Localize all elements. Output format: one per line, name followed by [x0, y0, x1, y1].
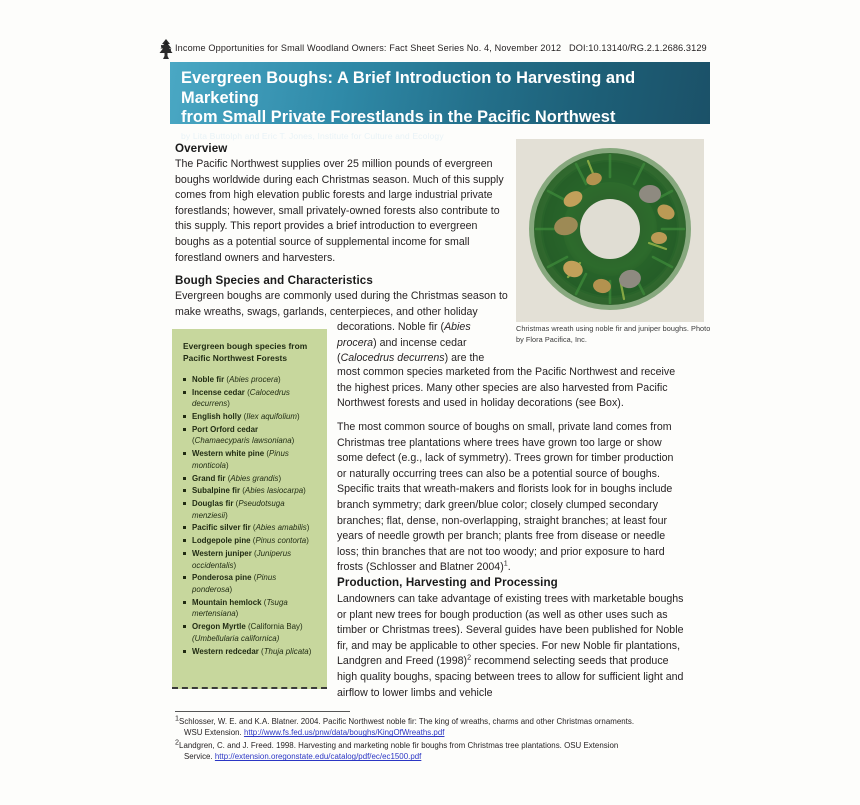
production-text-post: recommend selecting seeds that produce high quality boughs, spacing between trees to allow for sufficient light and airflow to lower limbs and vehicle: [337, 655, 684, 699]
footnote-entry: [175, 737, 845, 763]
species-common-name: English holly: [192, 411, 242, 421]
footnote-ref-1: 1: [503, 558, 508, 568]
species-common-name: Mountain hemlock: [192, 597, 262, 607]
footnote-entry: [175, 713, 845, 739]
species-list-item: Western white pine (Pinus monticola): [183, 448, 318, 471]
species-scientific-name: Pinus ponderosa: [192, 573, 277, 594]
species-common-name: Subalpine fir: [192, 486, 241, 496]
wreath-illustration: [516, 139, 704, 322]
species-list-item: Grand fir (Abies grandis): [183, 473, 318, 485]
species-common-name: Lodgepole pine: [192, 536, 251, 546]
species-scientific-name: Abies procera: [229, 374, 279, 384]
bough-species-heading: Bough Species and Characteristics: [175, 274, 373, 287]
species-list-item: Noble fir (Abies procera): [183, 374, 318, 386]
species-list-item: Douglas fir (Pseudotsuga menziesii): [183, 498, 318, 521]
author-byline: by Lita Buttolph and Eric T. Jones, Institute for Culture and Ecology: [181, 130, 444, 141]
title-banner: [170, 62, 710, 141]
footnote-citation: Landgren, C. and J. Freed. 1998. Harvesting and marketing noble fir boughs from Christmas tree plantations. OSU Extension: [179, 740, 619, 750]
production-text-pre: Landowners can take advantage of existing trees with marketable boughs or plant new trees for bough production (as well as other uses such as timber or Christmas trees). Several guides have been published for Noble fir, and may be applicable to other species. For new Noble fir plantations, Landgren and Freed (1998): [337, 593, 684, 668]
footnote-ref-2: 2: [467, 652, 472, 662]
species-common-name: Grand fir: [192, 473, 226, 483]
footnote-source: WSU Extension.: [184, 728, 244, 738]
series-line: Income Opportunities for Small Woodland Owners: Fact Sheet Series No. 4, November 2012: [175, 43, 562, 53]
production-section: [337, 576, 685, 591]
species-scientific-name: Ilex aquifolium: [246, 411, 297, 421]
title-line-2: from Small Private Forestlands in the Pacific Northwest: [181, 108, 616, 126]
footnote-second-line: [175, 751, 845, 762]
species-scientific-name: Juniperus occidentalis: [192, 549, 292, 570]
footnote-citation: Schlosser, W. E. and K.A. Blatner. 2004. Pacific Northwest noble fir: The king of wreaths, charms and other Christmas ornaments.: [179, 717, 635, 726]
species-common-name: Incense cedar: [192, 387, 245, 397]
species-list-item: Incense cedar (Calocedrus decurrens): [183, 387, 318, 410]
conifer-tree-icon: [157, 38, 175, 60]
species-list-item: Port Orford cedar (Chamaecyparis lawsoniana): [183, 424, 318, 447]
species-common-name: Port Orford cedar: [192, 424, 259, 434]
species-scientific-name: Pseudotsuga menziesii: [192, 499, 285, 520]
overview-text: The Pacific Northwest supplies over 25 million pounds of evergreen boughs worldwide during each Christmas season. Much of this supply comes from high elevation public forests and large industrial private forestlands; however, small privately-owned forests also contribute to this supply. This report provides a brief introduction to evergreen boughs as a potential source of supplemental income for small forestland owners and harvesters.: [175, 158, 504, 264]
bough-source-text: The most common source of boughs on small, private land comes from Christmas tree plantations where trees have grown too large or show some defect (e.g., lack of symmetry). Trees grown for timber production or naturally occurring trees can also be a potential source of boughs. Specific traits that wreath-makers and florists look for in boughs include branch symmetry; dark green/blue color; closely clumped secondary branches; flat, dense, non-overlapping, straight branches; at least four years of needle growth per branch; plants free from disease or needle loss; thin branches that are not too woody; and prior exposure to hard frosts (Schlosser and Blatner 2004): [337, 421, 674, 574]
overview-section: [175, 142, 507, 266]
species-list: [183, 374, 318, 657]
species-scientific-name: Abies grandis: [230, 473, 279, 483]
species-list-item: Western juniper (Juniperus occidentalis): [183, 548, 318, 571]
species-list-item: [183, 621, 318, 644]
doi-identifier: DOI:10.13140/RG.2.1.2686.3129: [569, 43, 707, 53]
document-header: [157, 41, 849, 61]
footnote-source: Service.: [184, 752, 215, 762]
species-scientific-name: Pinus monticola: [192, 449, 289, 470]
page-title: [181, 69, 710, 128]
footnote-marker: 1: [175, 713, 180, 723]
species-scientific-name: Pinus contorta: [255, 536, 307, 546]
species-continued-paragraph: most common species marketed from the Pacific Northwest and receive the highest prices. Many other species are also harvested from Pacific Northwest forests and used in holiday decorations (see Box).: [337, 366, 676, 410]
species-sidebar-box: [172, 329, 327, 689]
species-scientific-name: Chamaecyparis lawsoniana: [194, 436, 292, 446]
species-list-item: Pacific silver fir (Abies amabilis): [183, 522, 318, 534]
species-common-name: Oregon Myrtle: [192, 622, 246, 632]
species-list-item: Western redcedar (Thuja plicata): [183, 646, 318, 658]
species-scientific-name: Tsuga mertensiana: [192, 597, 288, 619]
footnote-link[interactable]: http://www.fs.fed.us/pnw/data/boughs/KingOfWreaths.pdf: [243, 728, 445, 738]
species-scientific-name: Abies lasiocarpa: [244, 486, 304, 496]
production-paragraph: [337, 592, 685, 701]
footnote-separator: [175, 711, 350, 712]
photo-caption: Christmas wreath using noble fir and juniper boughs. Photo by Flora Pacifica, Inc.: [516, 324, 711, 344]
species-list-item: Ponderosa pine (Pinus ponderosa): [183, 572, 318, 595]
production-heading: Production, Harvesting and Processing: [337, 576, 558, 589]
species-scientific-name: Thuja plicata: [263, 646, 309, 656]
species-narrow-paragraph: decorations. Noble fir (Abies procera) and incense cedar (Calocedrus decurrens) are the: [337, 321, 485, 365]
species-common-name: Western juniper: [192, 549, 252, 558]
footnote-link[interactable]: http://extension.oregonstate.edu/catalog/pdf/ec/ec1500.pdf: [214, 752, 422, 762]
species-alt-common-name: (California Bay): [245, 622, 303, 632]
title-line-1: Evergreen Boughs: A Brief Introduction to Harvesting and Marketing: [181, 69, 636, 107]
species-common-name: Pacific silver fir: [192, 523, 251, 533]
overview-heading: Overview: [175, 142, 228, 155]
bough-source-paragraph: The most common source of boughs on small, private land comes from Christmas tree plantations where trees have grown too large or show some defect (e.g., lack of symmetry). Trees grown for timber production or naturally occurring trees can also be a potential source of boughs. Specific traits that wreath-makers and florists look for in boughs include branch symmetry; dark green/blue color; closely clumped secondary branches; flat, dense, non-overlapping, straight branches; at least four years of needle growth per branch; plants free from disease or needle loss; thin branches that are not too woody; and prior exposure to hard frosts (Schlosser and Blatner 2004)$^1$.: [337, 421, 674, 574]
species-scientific-name: Calocedrus decurrens: [192, 387, 290, 409]
bough-species-section: [175, 274, 510, 320]
bough-species-intro: Evergreen boughs are commonly used during the Christmas season to make wreaths, swags, garlands, centerpieces, and other holiday: [175, 290, 508, 318]
footnote-marker: 2: [175, 737, 180, 747]
species-common-name: Western white pine: [192, 449, 265, 459]
species-scientific-name: Abies amabilis: [255, 523, 307, 533]
species-common-name: Douglas fir: [192, 499, 234, 509]
footnote-second-line: [175, 727, 845, 738]
species-list-item: English holly (Ilex aquifolium): [183, 411, 318, 423]
species-common-name: Western redcedar: [192, 646, 259, 656]
footnote-list: [175, 713, 845, 764]
christmas-wreath-photo: [516, 139, 704, 322]
species-common-name: Noble fir: [192, 374, 225, 384]
species-common-name: Ponderosa pine: [192, 573, 252, 583]
species-box-title: Evergreen bough species from Pacific Northwest Forests: [183, 341, 308, 364]
species-list-item: Lodgepole pine (Pinus contorta): [183, 535, 318, 547]
species-scientific-name: (Umbellularia californica): [192, 633, 280, 643]
species-list-item: Mountain hemlock (Tsuga mertensiana): [183, 597, 318, 620]
species-list-item: Subalpine fir (Abies lasiocarpa): [183, 485, 318, 497]
